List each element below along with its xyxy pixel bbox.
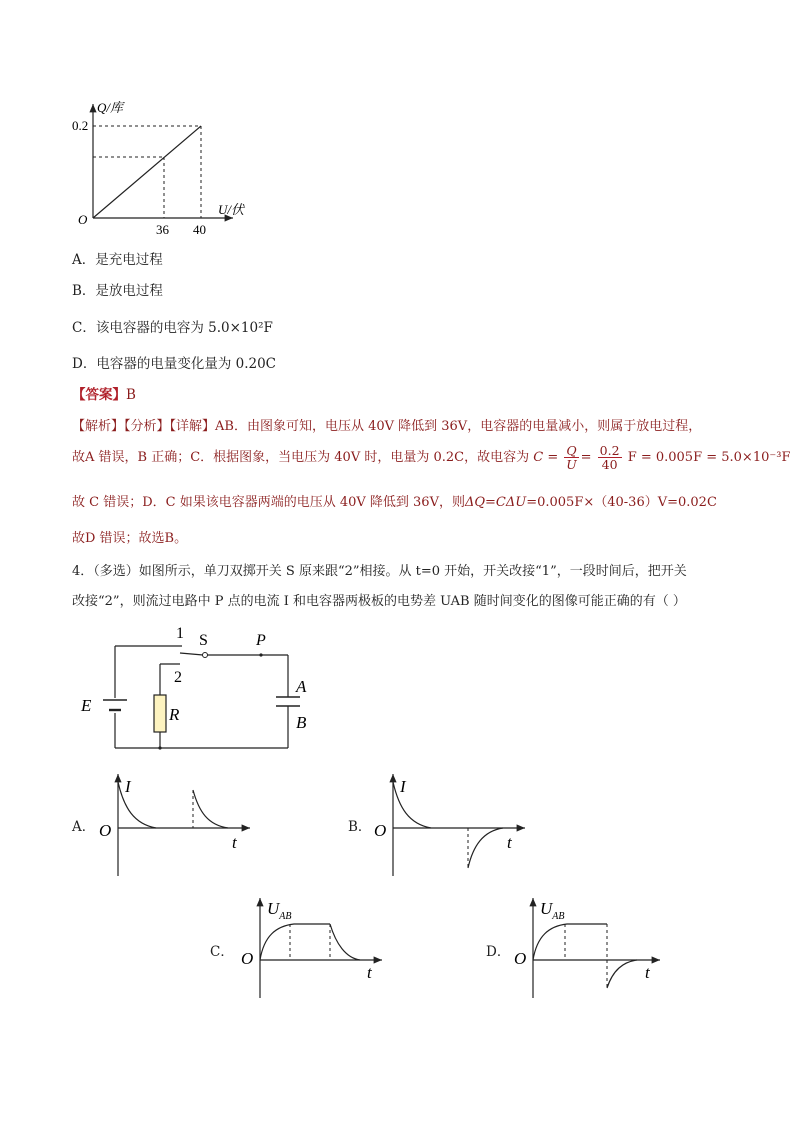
x-label: t [507,833,512,852]
graph-d [505,892,670,1004]
circuit-diagram [70,620,330,760]
option-d [72,352,276,372]
plate-b-label: B [296,713,307,732]
option-letter: D． [72,356,97,372]
option-letter: C． [72,320,96,336]
option-b [72,279,163,299]
option-text: 电容器的电量变化量为 0.20C [96,356,277,372]
switch-label: S [199,632,208,649]
y-axis-label: Q/库 [97,100,124,115]
graph-b [365,768,535,880]
contact-1-label: 1 [176,625,184,642]
analysis-line-2: 故A 错误，B 正确；C．根据图象，当电压为 40V 时，电量为 0.2C，故电容为 C = $\frac{Q}{U}$ = $\frac{0.2}{40}$ F = 0.005F = 5.0×10⁻³F [72,443,791,472]
answer-tag: 【答案】 [72,387,126,403]
graph-d-letter: D． [486,944,511,960]
battery-label: E [81,696,92,715]
graph-c-letter: C． [210,944,234,960]
reverse-voltage-curve [607,960,637,988]
q4-line-2: 改接“2”，则流过电路中 P 点的电流 I 和电容器两极板的电势差 UAB 随时间变化的图像可能正确的有（ ） [72,594,686,609]
x-label: t [367,963,372,982]
analysis-line-3-result: =0.005F×（40-36）V=0.02C [526,495,717,510]
qu-graph [70,98,260,238]
y-label: I [400,777,406,796]
charge-current-curve [393,782,431,828]
x-label: t [232,833,237,852]
analysis-result: F = 0.005F = 5.0×10⁻³F [627,450,791,465]
delta-q-eq: ΔQ=CΔU [464,495,527,510]
discharge-voltage-curve [330,924,360,960]
origin-label: O [99,821,112,840]
fraction-q-u: $\frac{Q}{U}$ [566,443,577,472]
origin-label: O [78,212,88,227]
resistor-label: R [169,705,180,724]
x-tick-40: 40 [193,222,206,237]
graph-b-letter: B． [348,819,372,835]
origin-label: O [241,949,254,968]
point-p-label: P [256,632,266,649]
contact-2-label: 2 [174,669,182,686]
analysis-line-2-text: 故A 错误，B 正确；C．根据图象，当电压为 40V 时，电量为 0.2C，故电容为 [72,450,530,465]
analysis-line-3-text: 故 C 错误；D．C 如果该电容器两端的电压从 40V 降低到 36V，则 [72,495,465,510]
second-current-curve [193,790,228,828]
x-axis-label: U/伏 [218,202,245,217]
x-label: t [645,963,650,982]
qu-line [93,126,201,218]
answer-line [72,383,136,403]
graph-c [232,892,392,1004]
graph-a-letter: A． [72,819,96,835]
fraction-values: $\frac{0.2}{40}$ [599,443,620,472]
graph-a [90,768,260,880]
origin-label: O [514,949,527,968]
switch-pivot [203,653,208,658]
analysis-line-3 [72,491,717,510]
y-label: $U_{AB}$ [540,899,565,922]
x-tick-36: 36 [156,222,169,237]
y-label: $U_{AB}$ [267,899,292,922]
origin-label: O [374,821,387,840]
charge-voltage-curve [260,924,330,960]
point-p [259,653,262,656]
option-text: 是放电过程 [95,283,163,299]
charge-current-curve [118,782,156,828]
analysis-line-4: 故D 错误；故选B。 [72,531,188,546]
option-text: 该电容器的电容为 5.0×10²F [95,320,273,336]
y-label: I [125,777,131,796]
charge-voltage-curve [533,924,607,960]
option-letter: B． [72,283,96,299]
option-c [72,316,273,336]
resistor [154,695,166,732]
y-tick-label: 0.2 [72,118,89,133]
plate-a-label: A [296,677,307,696]
answer-value: B [126,387,136,403]
formula-c: C [533,450,544,465]
option-a [72,248,163,268]
q4-line-1: 4．（多选）如图所示，单刀双掷开关 S 原来跟“2”相接。从 t=0 开始，开关改接“1”，一段时间后，把开关 [72,564,687,579]
option-letter: A． [72,252,96,268]
analysis-line-1: 【解析】【分析】【详解】AB．由图象可知，电压从 40V 降低到 36V，电容器的电量减小，则属于放电过程， [72,419,702,434]
discharge-current-curve [468,828,503,868]
switch-blade [180,653,203,655]
option-text: 是充电过程 [95,252,163,268]
